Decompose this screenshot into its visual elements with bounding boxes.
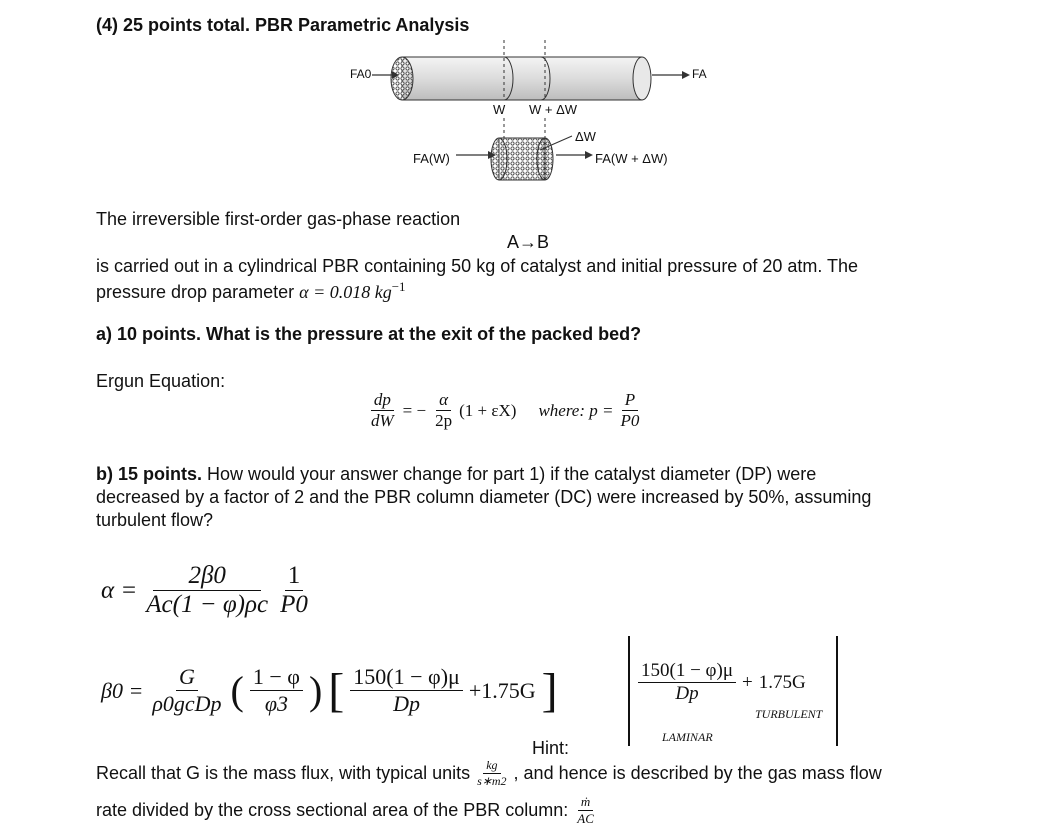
ergun-where: where: p = — [538, 400, 614, 420]
dw-label: ΔW — [575, 129, 596, 144]
ergun-equals: = − — [402, 400, 427, 420]
ac: AC — [577, 811, 594, 826]
alpha-num2: 1 — [285, 562, 304, 591]
hint-box-num: 150(1 − φ)μ — [638, 660, 736, 683]
hint-label: Hint: — [532, 738, 570, 758]
catalyst-slice — [491, 138, 553, 180]
hint-text-2: , and hence is described by the gas mass flow — [513, 763, 882, 783]
ergun-2p: 2p — [435, 411, 453, 430]
ergun-label: Ergun Equation: — [96, 371, 226, 391]
alpha-formula — [101, 562, 311, 619]
ergun-P0: P0 — [620, 411, 640, 430]
hint-text-3: rate divided by the cross sectional area of the PBR column: — [96, 800, 569, 820]
reactor-tube — [391, 57, 651, 100]
intro-line-1: The irreversible first-order gas-phase reaction — [96, 209, 461, 229]
hint-line-1 — [96, 758, 882, 789]
beta-lhs: β0 = — [101, 677, 144, 703]
unit-den: s∗m2 — [477, 774, 507, 788]
part-b-line-1 — [96, 464, 816, 485]
reaction: A→B — [507, 232, 550, 252]
ergun-alpha: α — [436, 390, 451, 411]
hint-box-g: 1.75G — [758, 671, 806, 693]
alpha-value: α = 0.018 kg — [299, 282, 392, 302]
ergun-P: P — [622, 390, 638, 411]
alpha-num: 2β0 — [153, 562, 260, 591]
hint-text-1: Recall that G is the mass flux, with typical units — [96, 763, 471, 783]
w-label: W — [493, 102, 506, 117]
alpha-den2: P0 — [280, 591, 308, 618]
unit-num: kg — [483, 758, 500, 774]
laminar-label: LAMINAR — [662, 730, 713, 744]
beta-plus: +1.75G — [468, 677, 536, 703]
intro-line-3 — [96, 279, 406, 303]
part-a-question: What is the pressure at the exit of the packed bed? — [206, 324, 642, 344]
intro-line-2: is carried out in a cylindrical PBR containing 50 kg of catalyst and initial pressure of 20 atm. The — [96, 256, 859, 276]
beta-bracket-den: Dp — [393, 691, 420, 716]
alpha-den: Ac(1 − φ)ρc — [146, 591, 269, 618]
fa-label: FA — [692, 67, 707, 81]
part-b-line-2: decreased by a factor of 2 and the PBR column diameter (DC) were increased by 50%, assuming — [96, 487, 872, 507]
alpha-exponent: −1 — [391, 279, 406, 294]
beta-phi-num: 1 − φ — [250, 664, 303, 691]
part-a-label: a) 10 points. — [96, 324, 202, 344]
page-title: (4) 25 points total. PBR Parametric Analysis — [96, 15, 470, 35]
pressure-drop-text: pressure drop parameter — [96, 282, 295, 302]
ergun-dw: dW — [371, 411, 394, 430]
hint-box-plus: + — [742, 671, 753, 693]
fa0-label: FA0 — [350, 67, 372, 81]
turbulent-label: TURBULENT — [755, 707, 823, 721]
hint-box-formula — [638, 660, 806, 705]
part-b-text-1: How would your answer change for part 1) if the catalyst diameter (DP) were — [207, 464, 817, 484]
ergun-factor: (1 + εX) — [459, 400, 517, 420]
ergun-dp: dp — [371, 390, 394, 411]
beta-formula: β0 = $\frac{G}{\text{ρ0gcDp}}$ ( $\frac{1 - \varphi}{\varphi 3}$ ) [ $\frac{150(1 - \varphi)\mu}{Dp}$ +1.75G ] — [101, 664, 558, 717]
alpha-lhs: α = — [101, 576, 138, 604]
mdot: ṁ — [578, 794, 593, 811]
pbr-diagram — [0, 36, 1054, 236]
beta-bracket-num: 150(1 − φ)μ — [350, 664, 463, 691]
fa-w-dw-label: FA(W + ΔW) — [595, 151, 668, 166]
w-dw-label: W + ΔW — [529, 102, 578, 117]
fa-w-label: FA(W) — [413, 151, 450, 166]
part-b-label: b) 15 points. — [96, 464, 203, 484]
ergun-equation — [368, 390, 642, 431]
beta-phi-den: φ3 — [264, 691, 288, 716]
beta-den: ρ0gcDp — [152, 691, 222, 716]
hint-box-den: Dp — [675, 683, 699, 704]
hint-line-2 — [96, 794, 597, 827]
part-b-line-3: turbulent flow? — [96, 510, 214, 530]
part-a — [96, 324, 641, 345]
beta-G: G — [176, 664, 198, 691]
